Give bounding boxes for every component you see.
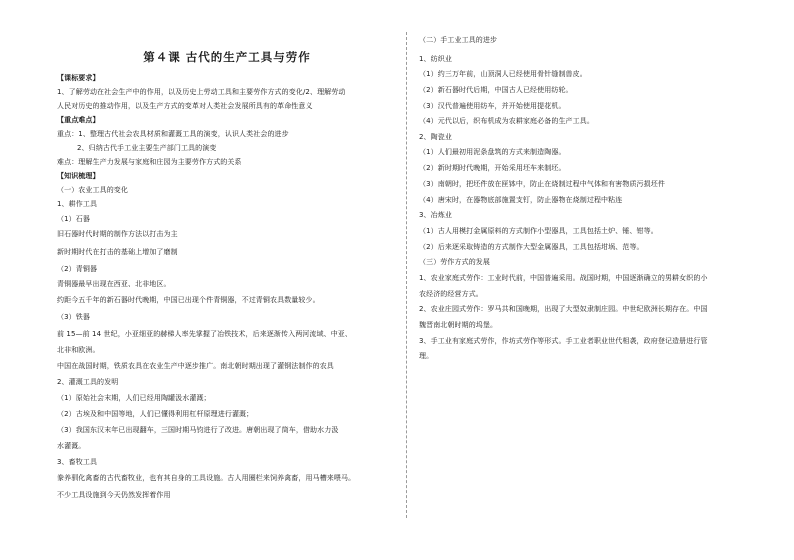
list-heading: 1、耕作工具 bbox=[57, 200, 98, 208]
paragraph-line: 1、农业家庭式劳作：工业时代前，中国普遍采用。战国时期，中国逐渐确立的男耕女织的小 bbox=[419, 274, 708, 282]
paragraph-line: 水灌溉。 bbox=[57, 442, 86, 450]
paragraph-line: 2、归纳古代手工业主要生产部门工具的演变 bbox=[77, 144, 217, 152]
list-item: （1）石器 bbox=[57, 215, 90, 223]
list-item: （4）元代以后，织布机成为农耕家庭必备的生产工具。 bbox=[419, 117, 594, 125]
subsection-heading: （三）劳作方式的发展 bbox=[419, 258, 490, 266]
column-divider bbox=[406, 32, 407, 518]
paragraph-line: 理。 bbox=[419, 352, 434, 360]
list-item: （3）我国东汉末年已出现翻车，三国时期马钧进行了改进。唐朝出现了筒车，借助水力汲 bbox=[57, 426, 339, 434]
paragraph-line: 1、了解劳动在社会生产中的作用，以及历史上劳动工具和主要劳作方式的变化/2、理解劳动 bbox=[57, 88, 346, 96]
subsection-heading: （二）手工业工具的进步 bbox=[419, 36, 498, 44]
list-heading: 3、冶炼业 bbox=[419, 211, 452, 219]
list-item: （1）约三万年前，山顶洞人已经使用骨针缝制兽皮。 bbox=[419, 70, 587, 78]
paragraph-line: 中国在战国时期，铁质农具在农业生产中逐步推广。南北朝时期出现了灌钢法制作的农具 bbox=[57, 362, 334, 370]
paragraph-line: 魏晋南北朝时期的坞堡。 bbox=[419, 321, 498, 329]
page-title: 第４课 古代的生产工具与劳作 bbox=[143, 50, 311, 64]
paragraph-line: 难点：理解生产力发展与家庭和庄园为主要劳作方式的关系 bbox=[57, 158, 242, 166]
list-heading: 2、灌溉工具的发明 bbox=[57, 378, 119, 386]
list-item: （2）青铜器 bbox=[57, 265, 98, 273]
section-heading-keypoints: 【重点难点】 bbox=[57, 116, 100, 124]
paragraph-line: 约距今五千年的新石器时代晚期，中国已出现个件青铜器，不过青铜农具数量较少。 bbox=[57, 296, 320, 304]
list-item: （4）唐宋时，在器物底部施置支钉，防止器物在烧制过程中粘连 bbox=[419, 196, 623, 204]
paragraph-line: 北非和欧洲。 bbox=[57, 346, 100, 354]
list-item: （1）原始社会末期，人们已经用陶罐汲水灌溉； bbox=[57, 394, 211, 402]
list-heading: 3、畜牧工具 bbox=[57, 458, 98, 466]
paragraph-line: 重点：1、整理古代社会农具材质和灌溉工具的演变，认识人类社会的进步 bbox=[57, 130, 289, 138]
paragraph-line: 不少工具设施到今天仍然发挥着作用 bbox=[57, 491, 171, 499]
subsection-heading: （一）农业工具的变化 bbox=[57, 186, 128, 194]
list-item: （2）古埃及和中国等地，人们已懂得利用杠杆原理进行灌溉； bbox=[57, 410, 254, 418]
list-item: （3）汉代普遍使用纺车，并开始使用提花机。 bbox=[419, 102, 566, 110]
paragraph-line: 旧石器时代时期的制作方法以打击为主 bbox=[57, 230, 178, 238]
list-heading: 2、陶瓷业 bbox=[419, 133, 452, 141]
list-heading: 1、纺织业 bbox=[419, 55, 452, 63]
list-item: （2）新石器时代后期，中国古人已经使用纺轮。 bbox=[419, 86, 573, 94]
list-item: （1）古人用模打金属原料的方式制作小型器具，工具包括土炉、锤、钳等。 bbox=[419, 227, 658, 235]
list-item: （3）铁器 bbox=[57, 313, 90, 321]
section-heading-standards: 【课标要求】 bbox=[57, 74, 100, 82]
list-item: （3）南朝时，把坯件放在匣钵中，防止在烧制过程中气体和有害物质污损坯件 bbox=[419, 180, 665, 188]
paragraph-line: 2、农业庄园式劳作：罗马共和国晚期，出现了大型奴隶制庄园。中世纪欧洲长期存在。中国 bbox=[419, 305, 708, 313]
paragraph-line: 农经济的经营方式。 bbox=[419, 290, 483, 298]
paragraph-line: 新时期时代在打击的基础上增加了磨制 bbox=[57, 248, 178, 256]
list-item: （1）人们最初用泥条盘筑的方式来制造陶器。 bbox=[419, 148, 566, 156]
paragraph-line: 豢养驯化禽畜的古代畜牧业，也有其自身的工具设施。古人用圈栏来饲养禽畜，用马槽来喂马。 bbox=[57, 474, 356, 482]
section-heading-knowledge: 【知识梳理】 bbox=[57, 172, 100, 180]
list-item: （2）新时期时代晚期，开始采用坯车来制坯。 bbox=[419, 164, 566, 172]
paragraph-line: 前 15—前 14 世纪，小亚细亚的赫梯人率先掌握了冶铁技术，后来逐渐传入两河流域、中亚、 bbox=[57, 330, 352, 338]
paragraph-line: 青铜器最早出现在西亚、北非地区。 bbox=[57, 280, 171, 288]
list-item: （2）后来逐采取铸造的方式制作大型金属器具，工具包括坩埚、范等。 bbox=[419, 243, 644, 251]
paragraph-line: 人民对历史的推动作用，以及生产方式的变革对人类社会发展所具有的革命性意义 bbox=[57, 102, 313, 110]
paragraph-line: 3、手工业有家庭式劳作，作坊式劳作等形式。手工业者职业世代相袭，政府登记造册进行管 bbox=[419, 337, 708, 345]
